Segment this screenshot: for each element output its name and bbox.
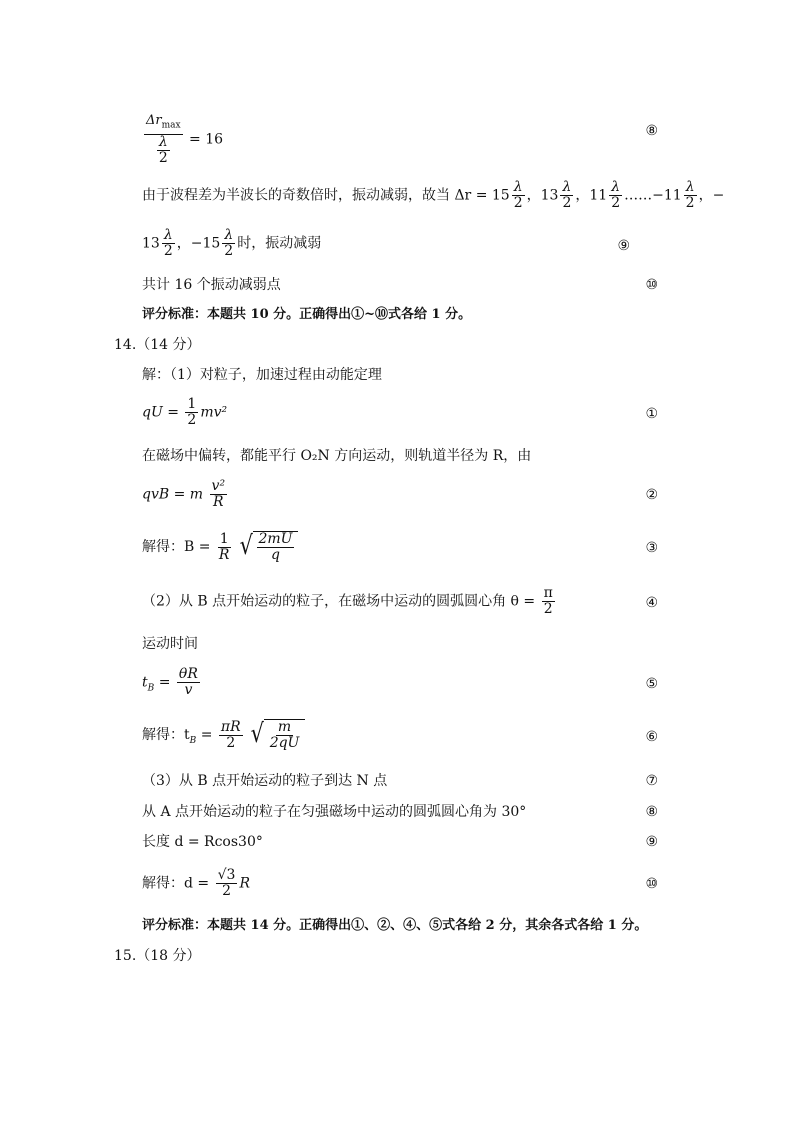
solution-part1: 解：（1）对粒子，加速过程由动能定理 [142, 367, 382, 383]
eq-delta-r-max: $\frac{\Delta r_{max}}{\frac{\lambda}{2}}$ = 16 [146, 113, 224, 166]
marker-9a: ⑨ [617, 238, 630, 254]
marker-3: ③ [645, 540, 658, 556]
marker-6: ⑥ [645, 729, 658, 745]
sqrt: √ $\frac{m}{2qU}$ [249, 719, 305, 751]
text-part3: （3）从 B 点开始运动的粒子到达 N 点 [142, 773, 388, 789]
fraction: $\frac{\Delta r_{max}}{\frac{\lambda}{2}}$ [146, 113, 181, 166]
marker-10a: ⑩ [645, 277, 658, 293]
eq-lorentz: qvB = m $\frac{\text{v²}}{R}$ [142, 478, 226, 510]
grading-13: 评分标准：本题共 10 分。正确得出①~⑩式各给 1 分。 [142, 307, 472, 322]
eq-time-result: 解得：$t_B$ = $\frac{\pi R}{2}$ √ $\frac{m}{2qU}$ [142, 719, 305, 751]
eq-d-result: 解得：d = $\frac{√3}{2}$ R [142, 867, 250, 899]
marker-5: ⑤ [645, 676, 658, 692]
eq-kinetic-energy: qU = $\frac{1}{2}$ mv² [142, 396, 228, 428]
text-time: 运动时间 [142, 636, 198, 652]
grading-14: 评分标准：本题共 14 分。正确得出①、②、④、⑤式各给 2 分，其余各式各给 1 分。 [142, 918, 648, 933]
eq-B-result: 解得：B = $\frac{1}{R}$ √ $\frac{2mU}{q}$ [142, 531, 298, 563]
marker-10: ⑩ [645, 876, 658, 892]
question-14-header: 14.（14 分） [114, 337, 201, 353]
sqrt: √ $\frac{2mU}{q}$ [238, 531, 299, 563]
inner-fraction: $\frac{\lambda}{2}$ [158, 133, 168, 166]
text-length-d: 长度 d = Rcos30° [142, 834, 263, 850]
para-wave-difference-cont: 13 $\frac{\lambda}{2}$ ，−15 $\frac{\lambda}{2}$ 时，振动减弱 [142, 227, 322, 259]
text-angle-30: 从 A 点开始运动的粒子在匀强磁场中运动的圆弧圆心角为 30° [142, 804, 527, 820]
marker-2: ② [645, 487, 658, 503]
text-deflection: 在磁场中偏转，都能平行 O₂N 方向运动，则轨道半径为 R，由 [142, 448, 532, 464]
marker-1: ① [645, 406, 658, 422]
marker-8: ⑧ [645, 804, 658, 820]
para-wave-difference: 由于波程差为半波长的奇数倍时，振动减弱，故当 Δr = 15 $\frac{\lambda}{2}$ ，13 $\frac{\lambda}{2}$ ，11 $\frac{\lambda}{2}$ ……−11 $\frac{\lambda}{2}$ ，− [142, 179, 725, 211]
text-part2: （2）从 B 点开始运动的粒子，在磁场中运动的圆弧圆心角 θ = $\frac{\pi}{2}$ [142, 585, 553, 617]
question-15-header: 15.（18 分） [114, 948, 201, 964]
para-total-points: 共计 16 个振动减弱点 [142, 277, 281, 293]
marker-9: ⑨ [645, 834, 658, 850]
marker-7: ⑦ [645, 773, 658, 789]
marker-8a: ⑧ [645, 123, 658, 139]
marker-4: ④ [645, 595, 658, 611]
eq-time: $t_B$ = $\frac{\theta R}{v}$ [142, 666, 198, 698]
